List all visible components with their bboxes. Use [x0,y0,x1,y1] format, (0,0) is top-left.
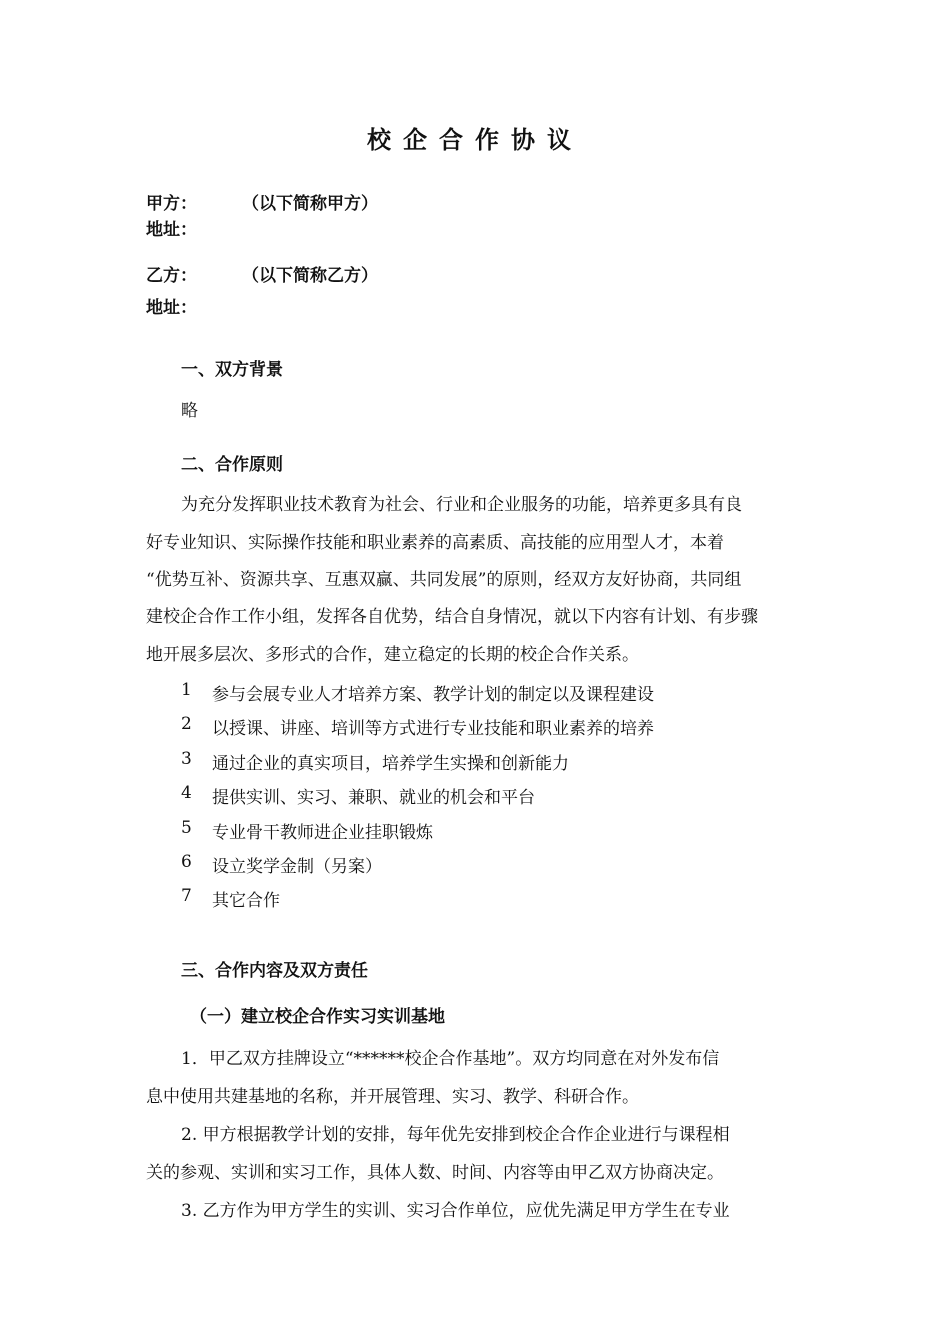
list-item-number: 2 [181,714,192,734]
clause-line: 1．甲乙双方挂牌设立“******校企合作基地”。双方均同意在对外发布信 [181,1049,720,1069]
clause-line: 2. 甲方根据教学计划的安排，每年优先安排到校企合作企业进行与课程相 [181,1125,730,1145]
party-b-address-label: 地址： [146,298,197,318]
party-a-alias: （以下简称甲方） [242,194,378,214]
list-item-text: 其它合作 [212,891,280,911]
list-item-number: 1 [181,680,192,700]
party-a-address-label: 地址： [146,220,197,240]
clause-line: 息中使用共建基地的名称，并开展管理、实习、教学、科研合作。 [146,1087,639,1107]
section-2-heading: 二、合作原则 [181,455,283,475]
section-3-subheading: （一）建立校企合作实习实训基地 [190,1007,445,1027]
section-2-paragraph-line: 为充分发挥职业技术教育为社会、行业和企业服务的功能，培养更多具有良 [181,495,742,515]
party-b-label: 乙方： [146,266,197,286]
list-item-number: 6 [181,852,192,872]
list-item-text: 提供实训、实习、兼职、就业的机会和平台 [212,788,535,808]
list-item-text: 以授课、讲座、培训等方式进行专业技能和职业素养的培养 [212,719,654,739]
clause-line: 3. 乙方作为甲方学生的实训、实习合作单位，应优先满足甲方学生在专业 [181,1201,730,1221]
list-item-text: 专业骨干教师进企业挂职锻炼 [212,823,433,843]
section-2-paragraph-line: 建校企合作工作小组，发挥各自优势，结合自身情况，就以下内容有计划、有步骤 [146,607,758,627]
list-item-text: 设立奖学金制（另案） [212,857,382,877]
section-2-paragraph-line: “优势互补、资源共享、互惠双赢、共同发展”的原则，经双方友好协商，共同组 [146,570,742,590]
list-item-number: 3 [181,749,192,769]
list-item-text: 参与会展专业人才培养方案、教学计划的制定以及课程建设 [212,685,654,705]
list-item-text: 通过企业的真实项目，培养学生实操和创新能力 [212,754,569,774]
clause-line: 关的参观、实训和实习工作，具体人数、时间、内容等由甲乙双方协商决定。 [146,1163,724,1183]
list-item-number: 7 [181,886,192,906]
section-3-heading: 三、合作内容及双方责任 [181,961,368,981]
party-b-alias: （以下简称乙方） [242,266,378,286]
party-a-label: 甲方： [146,194,197,214]
section-1-heading: 一、双方背景 [181,360,283,380]
list-item-number: 5 [181,818,192,838]
section-1-content: 略 [181,401,198,421]
document-title: 校企合作协议 [367,126,583,154]
list-item-number: 4 [181,783,192,803]
section-2-paragraph-line: 地开展多层次、多形式的合作，建立稳定的长期的校企合作关系。 [146,645,639,665]
section-2-paragraph-line: 好专业知识、实际操作技能和职业素养的高素质、高技能的应用型人才，本着 [146,533,724,553]
